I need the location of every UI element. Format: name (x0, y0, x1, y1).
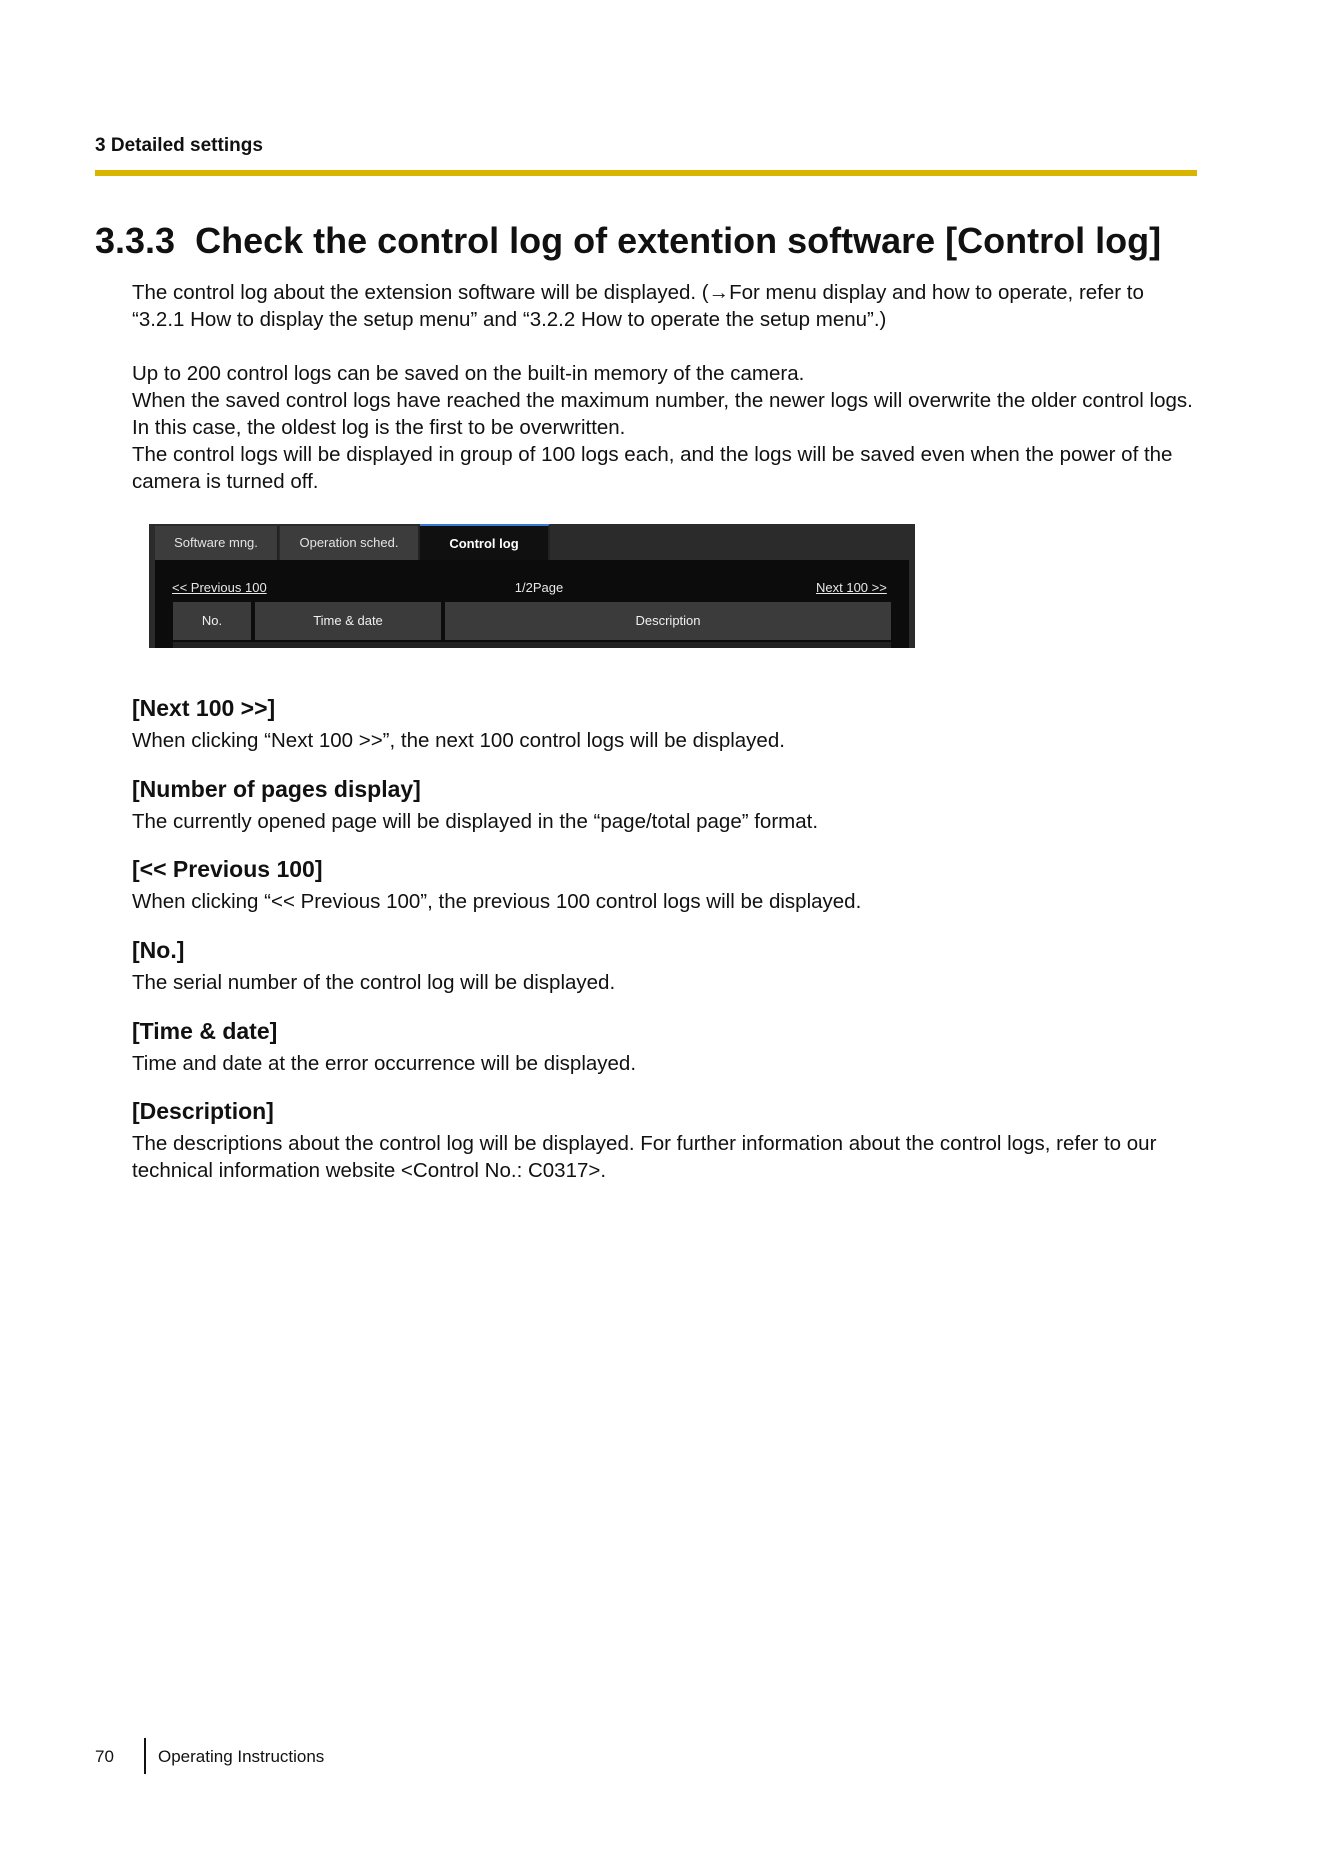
item-text: The currently opened page will be displayed in the “page/total page” format. (132, 810, 819, 833)
item-heading: [Next 100 >>] (132, 695, 276, 721)
column-header-description: Description (445, 602, 891, 640)
column-header-time-date: Time & date (255, 602, 441, 640)
item-next-100 (132, 694, 1200, 754)
section-title (95, 220, 1161, 262)
item-description (132, 1097, 1200, 1184)
item-time-date (132, 1017, 1200, 1077)
intro-text (132, 279, 1200, 495)
footer-doc-title: Operating Instructions (158, 1747, 325, 1766)
item-heading: [No.] (132, 937, 185, 963)
item-heading: [<< Previous 100] (132, 856, 323, 882)
previous-100-link[interactable]: << Previous 100 (172, 580, 267, 595)
header-rule (95, 170, 1197, 176)
column-header-no: No. (173, 602, 251, 640)
intro-paragraph: Up to 200 control logs can be saved on the built-in memory of the camera. (132, 362, 805, 385)
item-text: When clicking “<< Previous 100”, the previous 100 control logs will be displayed. (132, 890, 862, 913)
tab-control-log[interactable]: Control log (420, 524, 550, 562)
next-100-link[interactable]: Next 100 >> (816, 580, 887, 595)
section-title-text: Check the control log of extention software [Control log] (195, 220, 1162, 261)
item-text: The serial number of the control log will be displayed. (132, 971, 616, 994)
tab-bar (149, 524, 915, 560)
item-text: Time and date at the error occurrence will be displayed. (132, 1052, 637, 1075)
footer-page-number: 70 (95, 1747, 114, 1766)
tab-operation-sched[interactable]: Operation sched. (280, 526, 420, 560)
intro-paragraph: The control logs will be displayed in group of 100 logs each, and the logs will be saved even when the power of the camera is turned off. (132, 443, 1173, 493)
intro-paragraph: The control log about the extension software will be displayed. (→For menu display and how to operate, refer to “3.2.1 How to display the setup menu” and “3.2.2 How to operate the setup menu”.) (132, 281, 1144, 331)
item-heading: [Time & date] (132, 1018, 278, 1044)
tab-software-mng[interactable]: Software mng. (155, 526, 279, 560)
item-heading: [Number of pages display] (132, 776, 421, 802)
table-body-edge (173, 642, 891, 648)
log-panel (155, 560, 909, 648)
control-log-screenshot (149, 524, 915, 648)
item-text: When clicking “Next 100 >>”, the next 100 control logs will be displayed. (132, 729, 785, 752)
intro-paragraph: When the saved control logs have reached the maximum number, the newer logs will overwrite the older control logs. In this case, the oldest log is the first to be overwritten. (132, 389, 1193, 439)
page-indicator: 1/2Page (514, 580, 564, 595)
item-text: The descriptions about the control log will be displayed. For further information about the control logs, refer to our technical information website <Control No.: C0317>. (132, 1132, 1157, 1182)
item-previous-100 (132, 855, 1200, 915)
item-number-of-pages (132, 775, 1200, 835)
item-heading: [Description] (132, 1098, 274, 1124)
footer-divider (144, 1738, 146, 1774)
running-head: 3 Detailed settings (95, 135, 263, 156)
section-number: 3.3.3 (95, 220, 176, 261)
item-no (132, 936, 1200, 996)
